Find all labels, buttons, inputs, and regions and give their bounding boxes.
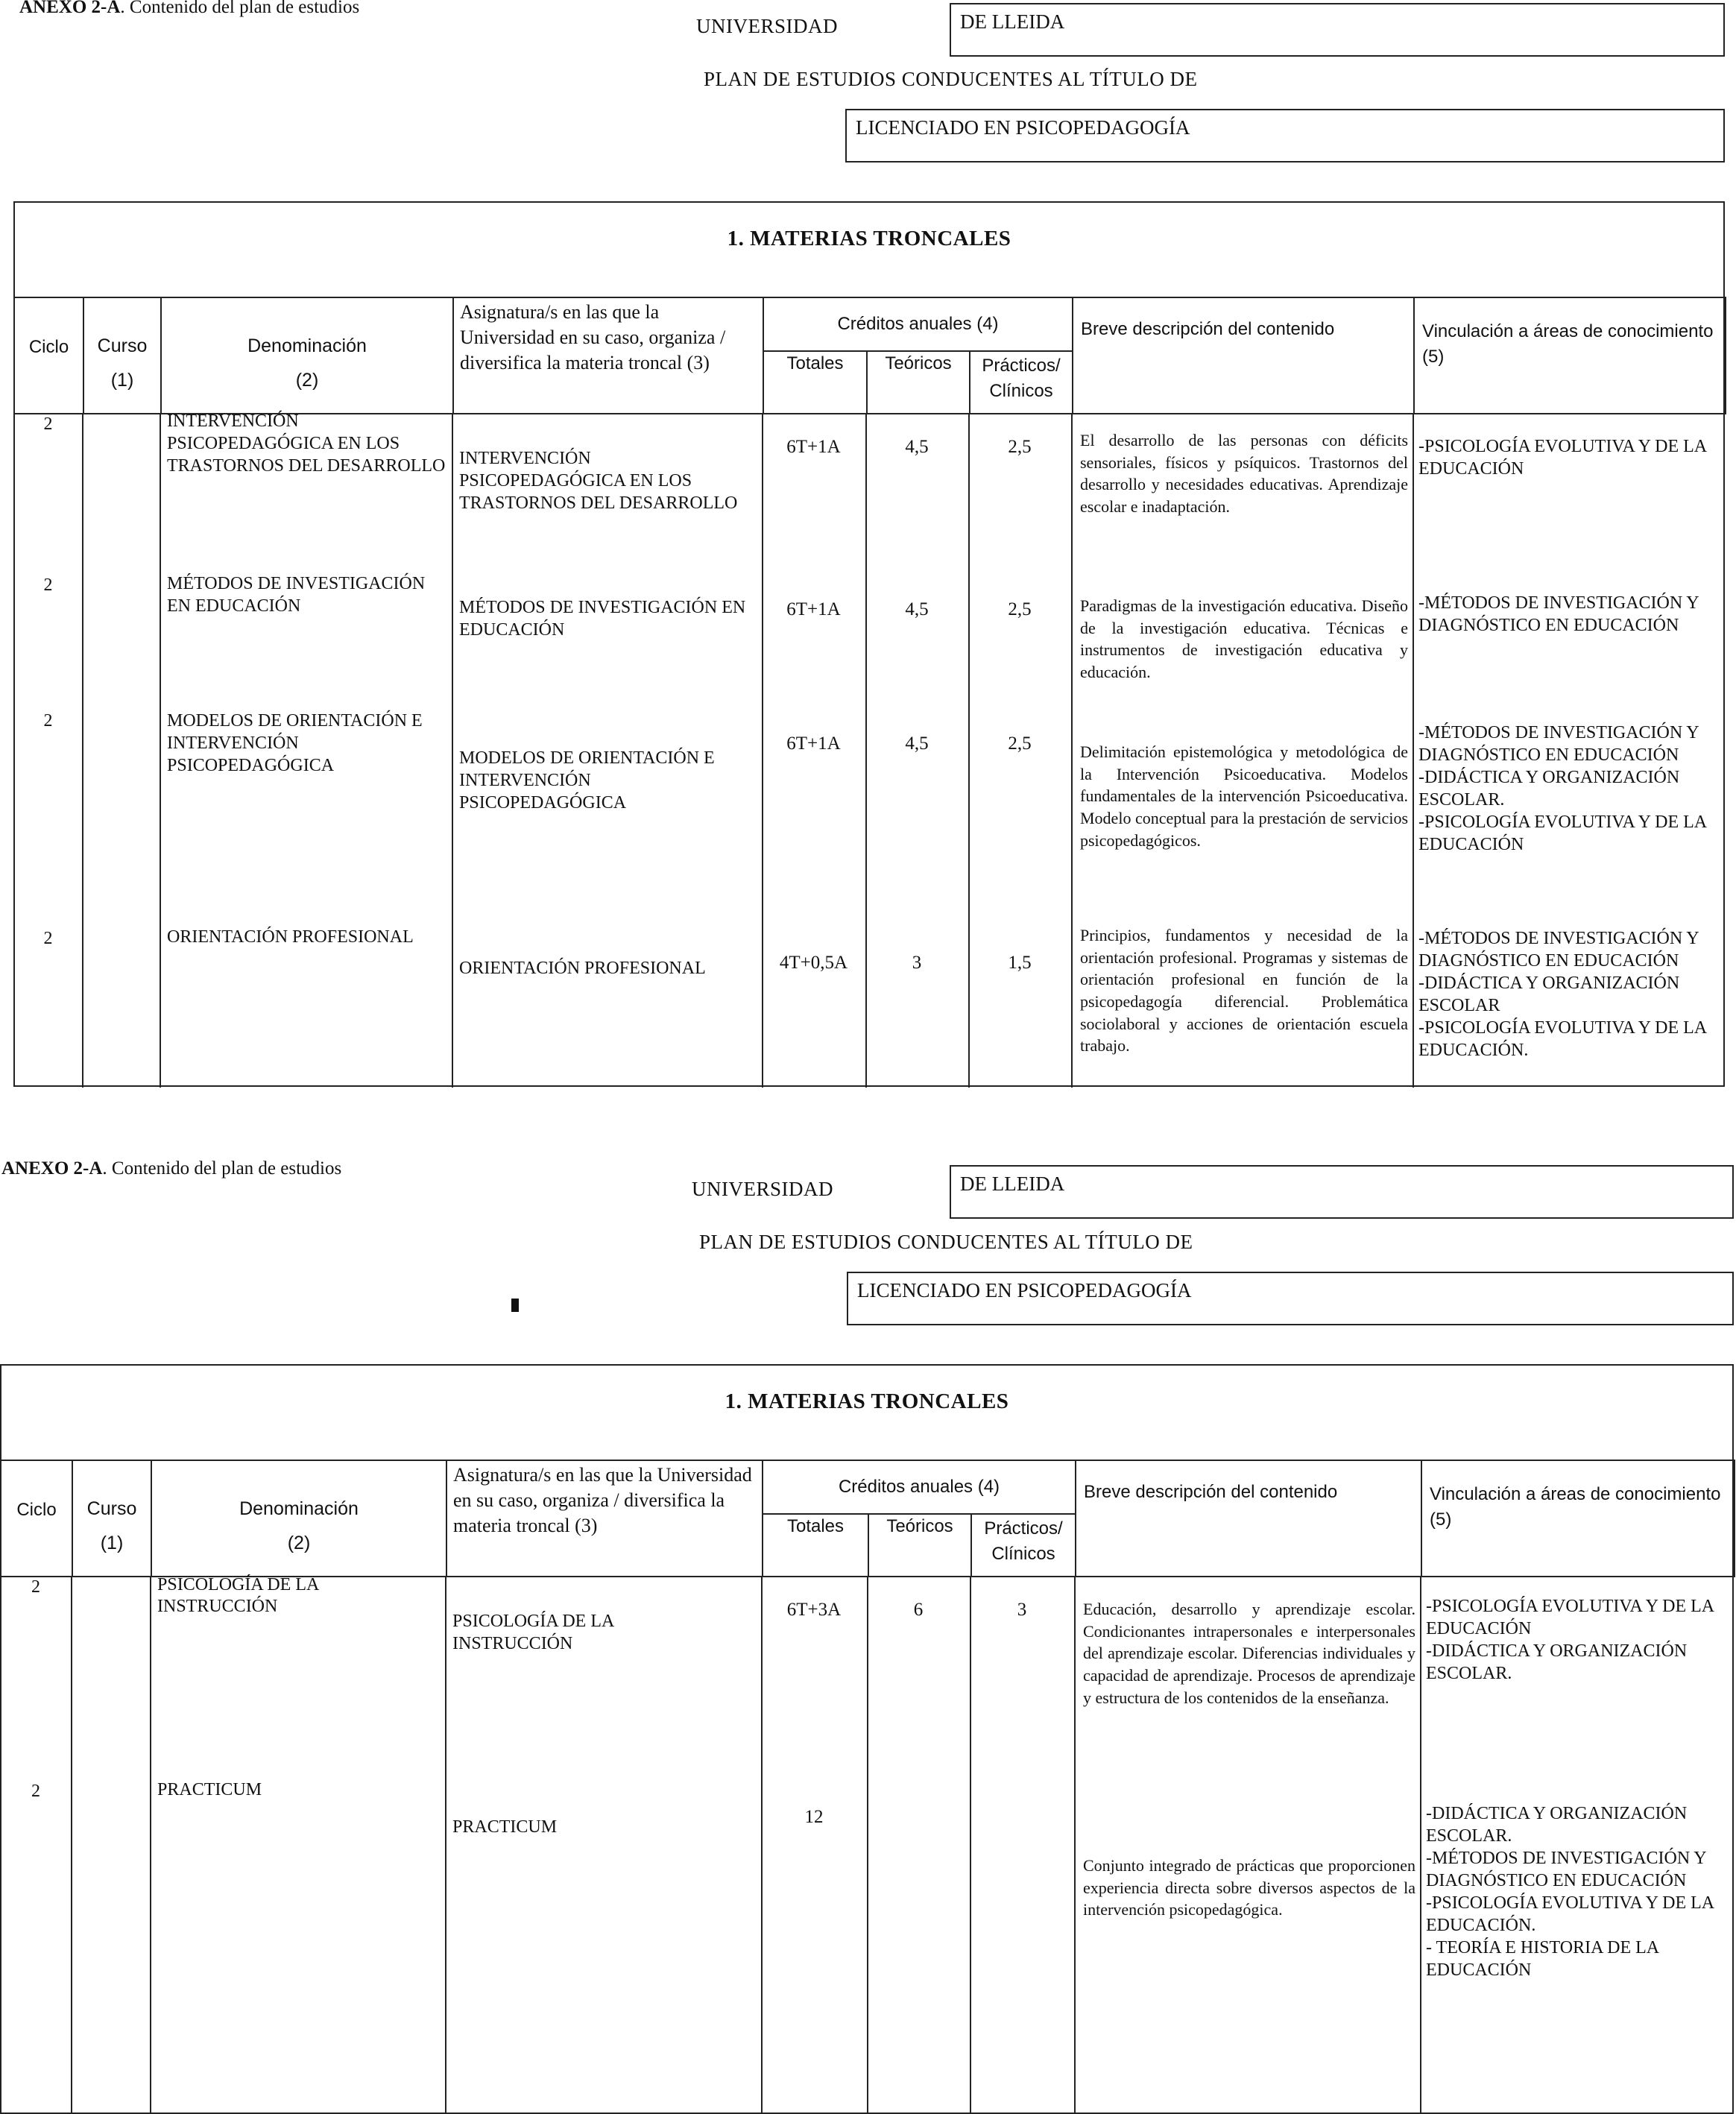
cell-practicos: 3 (1017, 1600, 1027, 1620)
table-body (1, 1577, 1735, 2113)
cell-ciclo: 2 (43, 929, 53, 948)
header-denominacion: Denominación (2) (161, 297, 453, 414)
cell-teoricos: 4,5 (905, 733, 929, 754)
cell-asignatura: ORIENTACIÓN PROFESIONAL (459, 959, 706, 978)
cell-totales: 6T+1A (786, 733, 841, 754)
table-body-row (1, 1577, 1735, 2113)
cell-vinculacion: -PSICOLOGÍA EVOLUTIVA Y DE LA EDUCACIÓN (1418, 437, 1706, 479)
header-practicos: Prácticos/ Clínicos (970, 351, 1073, 414)
cell-asignatura: PRACTICUM (452, 1817, 558, 1837)
cell-vinculacion: -PSICOLOGÍA EVOLUTIVA Y DE LA EDUCACIÓN -DIDÁCTICA Y ORGANIZACIÓN ESCOLAR. (1426, 1597, 1714, 1683)
cell-asignatura: MODELOS DE ORIENTACIÓN E INTERVENCIÓN PSICOPEDAGÓGICA (459, 748, 715, 813)
header-creditos: Créditos anuales (4) (763, 1460, 1076, 1514)
cell-teoricos: 4,5 (905, 437, 929, 457)
cell-teoricos: 6 (913, 1600, 924, 1620)
cell-denominacion: MODELOS DE ORIENTACIÓN E INTERVENCIÓN PSICOPEDAGÓGICA (167, 711, 423, 775)
universidad-label: UNIVERSIDAD (696, 15, 838, 37)
header-practicos: Prácticos/ Clínicos (971, 1514, 1076, 1577)
titulo-field: LICENCIADO EN PSICOPEDAGOGÍA (847, 1272, 1734, 1325)
header-descripcion: Breve descripción del contenido (1073, 297, 1414, 414)
table-body (14, 411, 1726, 1088)
header-curso: Curso (1) (72, 1460, 151, 1577)
cell-asignatura: INTERVENCIÓN PSICOPEDAGÓGICA EN LOS TRASTORNOS DEL DESARROLLO (459, 449, 738, 513)
cell-denominacion: MÉTODOS DE INVESTIGACIÓN EN EDUCACIÓN (167, 574, 426, 616)
table-body-row (14, 414, 1726, 1088)
anexo-label: ANEXO 2-A (19, 0, 121, 17)
cell-denominacion: ORIENTACIÓN PROFESIONAL (167, 927, 414, 947)
header-ciclo: Ciclo (14, 297, 83, 414)
anexo-text: . Contenido del plan de estudios (102, 1158, 342, 1179)
cell-descripcion: Educación, desarrollo y aprendizaje escolar. Condicionantes intrapersonales e interpersonales del aprendizaje escolar. Diferencias individuales y capacidad de aprendizaje. Procesos de aprendizaje y estructura de los contenidos de la enseñanza. (1083, 1600, 1415, 1707)
cell-descripcion: Paradigmas de la investigación educativa. Diseño de la investigación educativa. Técnicas e instrumentos de investigación educativa y educación. (1080, 596, 1408, 682)
anexo-text: . Contenido del plan de estudios (120, 0, 360, 17)
header-curso: Curso (1) (83, 297, 161, 414)
cell-descripcion: Principios, fundamentos y necesidad de la orientación profesional. Programas y sistemas de orientación profesional en función de la psicopedagogía diferencial. Problemática sociolaboral y acciones de orientación escuela trabajo. (1080, 926, 1408, 1056)
cell-totales: 12 (804, 1807, 824, 1827)
section-title: 1. MATERIAS TRONCALES (725, 1389, 1009, 1413)
cell-vinculacion: -MÉTODOS DE INVESTIGACIÓN Y DIAGNÓSTICO EN EDUCACIÓN -DIDÁCTICA Y ORGANIZACIÓN ESCOLAR. -PSICOLOGÍA EVOLUTIVA Y DE LA EDUCACIÓN (1418, 723, 1706, 854)
cell-totales: 4T+0,5A (779, 953, 848, 973)
header-teoricos: Teóricos (868, 1514, 971, 1577)
header-denominacion: Denominación (2) (151, 1460, 446, 1577)
cell-practicos: 2,5 (1008, 733, 1032, 754)
header-asignatura: Asignatura/s en las que la Universidad en su caso, organiza / diversifica la materia troncal (3) (453, 297, 763, 414)
cell-teoricos: 4,5 (905, 599, 929, 619)
cell-denominacion: PSICOLOGÍA DE LA INSTRUCCIÓN (157, 1575, 319, 1616)
anexo-heading (1, 1158, 341, 1179)
cell-practicos: 1,5 (1008, 953, 1032, 973)
cell-asignatura: PSICOLOGÍA DE LA INSTRUCCIÓN (452, 1612, 614, 1653)
cell-vinculacion: -MÉTODOS DE INVESTIGACIÓN Y DIAGNÓSTICO EN EDUCACIÓN (1418, 593, 1699, 635)
universidad-field: DE LLEIDA (950, 3, 1725, 57)
header-totales: Totales (763, 351, 867, 414)
cell-ciclo: 2 (31, 1577, 40, 1597)
cell-denominacion: INTERVENCIÓN PSICOPEDAGÓGICA EN LOS TRASTORNOS DEL DESARROLLO (167, 411, 446, 476)
materias-table (0, 1460, 1735, 2113)
header-totales: Totales (763, 1514, 868, 1577)
cell-ciclo: 2 (31, 1782, 40, 1801)
cell-vinculacion: -MÉTODOS DE INVESTIGACIÓN Y DIAGNÓSTICO EN EDUCACIÓN -DIDÁCTICA Y ORGANIZACIÓN ESCOLAR -PSICOLOGÍA EVOLUTIVA Y DE LA EDUCACIÓN. (1418, 929, 1706, 1060)
cell-asignatura: MÉTODOS DE INVESTIGACIÓN EN EDUCACIÓN (459, 598, 746, 640)
cell-descripcion: El desarrollo de las personas con déficits sensoriales, físicos y psíquicos. Trastornos del desarrollo y necesidades educativas. Aprendizaje escolar e inadaptación. (1080, 431, 1408, 517)
anexo-heading (19, 0, 359, 18)
cell-practicos: 2,5 (1008, 437, 1032, 457)
table-header-row (1, 1460, 1735, 1514)
universidad-label: UNIVERSIDAD (692, 1178, 833, 1200)
section-title: 1. MATERIAS TRONCALES (727, 227, 1011, 250)
universidad-field: DE LLEIDA (950, 1165, 1734, 1219)
materias-troncales-section (13, 201, 1725, 1087)
cell-descripcion: Conjunto integrado de prácticas que proporcionen experiencia directa sobre diversos aspectos de la intervención psicopedagógica. (1083, 1856, 1415, 1919)
header-vinculacion: Vinculación a áreas de conocimiento (5) (1414, 297, 1726, 414)
cell-totales: 6T+3A (786, 1600, 842, 1620)
materias-table (13, 297, 1726, 1088)
titulo-field: LICENCIADO EN PSICOPEDAGOGÍA (845, 109, 1725, 163)
header-creditos: Créditos anuales (4) (763, 297, 1073, 351)
cell-vinculacion: -DIDÁCTICA Y ORGANIZACIÓN ESCOLAR. -MÉTODOS DE INVESTIGACIÓN Y DIAGNÓSTICO EN EDUCACIÓN -PSICOLOGÍA EVOLUTIVA Y DE LA EDUCACIÓN. - TEORÍA E HISTORIA DE LA EDUCACIÓN (1426, 1804, 1714, 1980)
anexo-label: ANEXO 2-A (1, 1158, 103, 1179)
cell-descripcion: Delimitación epistemológica y metodológica de la Intervención Psicoeducativa. Modelos fundamentales de la intervención Psicoeducativa. Modelo conceptual para la prestación de servicios psicopedagógicos. (1080, 742, 1408, 850)
table-header-row (14, 297, 1726, 351)
cell-practicos: 2,5 (1008, 599, 1032, 619)
cell-totales: 6T+1A (786, 437, 841, 457)
materias-troncales-section (0, 1364, 1734, 2114)
plan-label: PLAN DE ESTUDIOS CONDUCENTES AL TÍTULO DE (699, 1231, 1193, 1253)
cell-ciclo: 2 (43, 414, 53, 434)
scan-mark (511, 1299, 519, 1312)
cell-teoricos: 3 (912, 953, 922, 973)
header-vinculacion: Vinculación a áreas de conocimiento (5) (1421, 1460, 1735, 1577)
header-asignatura: Asignatura/s en las que la Universidad en su caso, organiza / diversifica la materia troncal (3) (446, 1460, 763, 1577)
header-ciclo: Ciclo (1, 1460, 72, 1577)
plan-label: PLAN DE ESTUDIOS CONDUCENTES AL TÍTULO DE (704, 68, 1198, 90)
cell-ciclo: 2 (43, 711, 53, 731)
header-descripcion: Breve descripción del contenido (1076, 1460, 1421, 1577)
cell-denominacion: PRACTICUM (157, 1780, 262, 1799)
cell-ciclo: 2 (43, 575, 53, 595)
header-teoricos: Teóricos (867, 351, 970, 414)
cell-totales: 6T+1A (786, 599, 841, 619)
